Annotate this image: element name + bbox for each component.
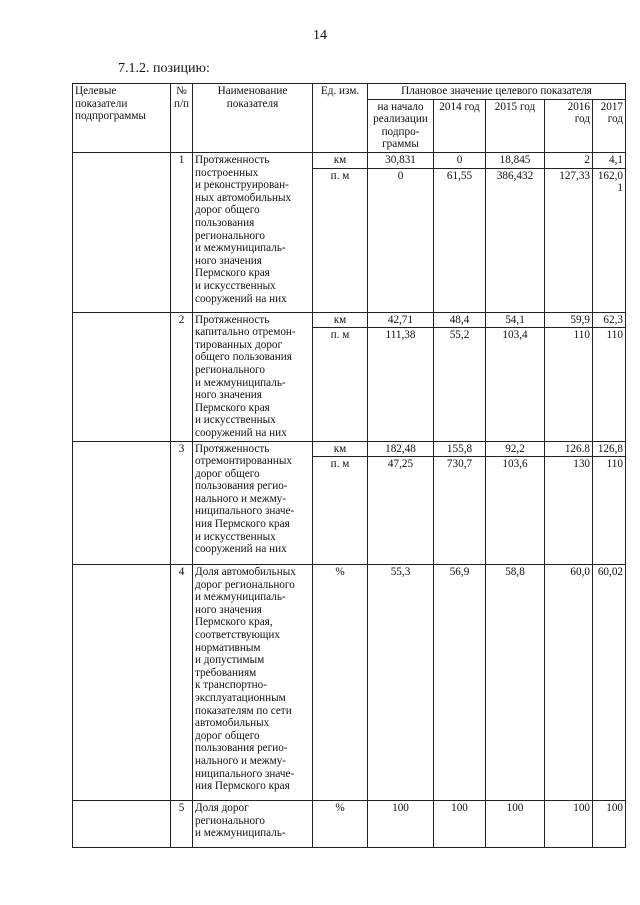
value-2016: 60,0 (545, 565, 593, 801)
header-row (73, 84, 626, 100)
header-2014: 2014 год (434, 99, 486, 152)
value-2017: 110 (593, 328, 626, 441)
indicator-name: Доля автомобильных дорог регионального и межмуниципаль- ного значения Пермского края, соответствующих нормативным и допустимым требованиям к транспортно- эксплуатационным показателям по сети автомобильных дорог общего пользования регио- нального и межму- ниципального значе- ния Пермского края (193, 565, 313, 801)
unit-cell: км (313, 441, 368, 457)
value-2015: 18,845 (486, 152, 545, 168)
value-2015: 54,1 (486, 312, 545, 328)
value-2017: 126,8 (593, 441, 626, 457)
indicator-name: Протяженность построенных и реконструирован- ных автомобильных дорог общего пользования регионального и межмуниципаль- ного значения Пермского края и искусственных сооружений на них (193, 152, 313, 312)
indicator-name: Доля дорог регионального и межмуниципаль- (193, 801, 313, 848)
unit-cell: % (313, 801, 368, 848)
header-2016: 2016 год (545, 99, 593, 152)
value-2017: 162,0 1 (593, 168, 626, 312)
value-2014: 730,7 (434, 457, 486, 565)
value-2016: 110 (545, 328, 593, 441)
value-start: 111,38 (368, 328, 434, 441)
indicators-table (72, 83, 626, 848)
table-row (73, 312, 626, 328)
header-unit: Ед. изм. (313, 84, 368, 153)
value-2016: 100 (545, 801, 593, 848)
unit-cell: % (313, 565, 368, 801)
value-2016: 130 (545, 457, 593, 565)
value-start: 47,25 (368, 457, 434, 565)
header-plan: Плановое значение целевого показателя (368, 84, 626, 100)
value-start: 182,48 (368, 441, 434, 457)
goals-cell (73, 565, 171, 801)
value-2014: 155,8 (434, 441, 486, 457)
header-num: № п/п (171, 84, 193, 153)
header-2015: 2015 год (486, 99, 545, 152)
value-2014: 55,2 (434, 328, 486, 441)
value-2017: 4,1 (593, 152, 626, 168)
row-number: 4 (171, 565, 193, 801)
value-2014: 0 (434, 152, 486, 168)
value-start: 42,71 (368, 312, 434, 328)
table-row (73, 565, 626, 801)
value-2016: 126.8 (545, 441, 593, 457)
table-body (73, 84, 626, 848)
goals-cell (73, 152, 171, 312)
header-name: Наименование показателя (193, 84, 313, 153)
unit-cell: п. м (313, 457, 368, 565)
section-heading: 7.1.2. позицию: (118, 61, 210, 76)
table-row (73, 801, 626, 848)
goals-cell (73, 312, 171, 441)
value-2017: 62,3 (593, 312, 626, 328)
value-2014: 56,9 (434, 565, 486, 801)
row-number: 2 (171, 312, 193, 441)
indicator-name: Протяженность капитально отремон- тированных дорог общего пользования регионального и межмуниципаль- ного значения Пермского края и искусственных сооружений на них (193, 312, 313, 441)
row-number: 1 (171, 152, 193, 312)
table-row (73, 152, 626, 168)
goals-cell (73, 441, 171, 565)
value-2014: 100 (434, 801, 486, 848)
value-2014: 61,55 (434, 168, 486, 312)
value-2016: 127,33 (545, 168, 593, 312)
value-2016: 2 (545, 152, 593, 168)
row-number: 3 (171, 441, 193, 565)
value-2014: 48,4 (434, 312, 486, 328)
value-start: 100 (368, 801, 434, 848)
value-2017: 110 (593, 457, 626, 565)
value-2016: 59,9 (545, 312, 593, 328)
goals-cell (73, 801, 171, 848)
unit-cell: км (313, 312, 368, 328)
value-2015: 100 (486, 801, 545, 848)
value-2017: 100 (593, 801, 626, 848)
page-number: 14 (313, 28, 327, 43)
value-start: 0 (368, 168, 434, 312)
value-2015: 92,2 (486, 441, 545, 457)
unit-cell: км (313, 152, 368, 168)
value-2015: 103,4 (486, 328, 545, 441)
unit-cell: п. м (313, 328, 368, 441)
table-row (73, 441, 626, 457)
value-2015: 386,432 (486, 168, 545, 312)
header-2017: 2017 год (593, 99, 626, 152)
indicator-name: Протяженность отремонтированных дорог общего пользования регио- нального и межму- ниципального значе- ния Пермского края и искусственных сооружений на них (193, 441, 313, 565)
value-start: 55,3 (368, 565, 434, 801)
value-2017: 60,02 (593, 565, 626, 801)
header-start: на начало реализации подпро- граммы (368, 99, 434, 152)
unit-cell: п. м (313, 168, 368, 312)
value-2015: 58,8 (486, 565, 545, 801)
value-2015: 103,6 (486, 457, 545, 565)
value-start: 30,831 (368, 152, 434, 168)
row-number: 5 (171, 801, 193, 848)
header-goals: Целевые показатели подпрограммы (73, 84, 171, 153)
